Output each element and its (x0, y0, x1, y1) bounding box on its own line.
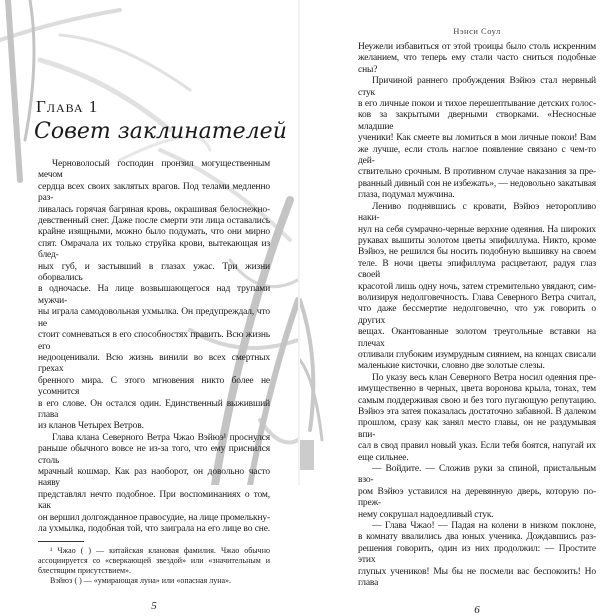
text-line: Черноволосый господин пронзил могущественным мечом (38, 159, 270, 181)
text-line: Неужели избавиться от этой троицы было столь искренним (358, 42, 596, 52)
text-line: ром Вэйюэ уставился на деревянную дверь, которую по-преж- (358, 486, 596, 509)
text-line: же лучше, если столь наглое появление связано с чем-то дей- (358, 144, 596, 167)
text-line: Лениво поднявшись с кровати, Вэйюэ неторопливо наки- (358, 201, 596, 224)
chapter-title: Совет заклинателей (34, 119, 287, 144)
text-line: Вэйюэ эта затея показалась достаточно забавной. В далеком (358, 407, 596, 417)
footnote-rule (38, 541, 84, 542)
text-line: решения говорить, один из них продолжил: — Простите этих (358, 543, 596, 566)
text-line: в его личные покои и тихое перешептывание детских голос- (358, 99, 596, 110)
text-line: стоит сомневаться в его способностях править. Всю жизнь его (38, 330, 270, 352)
running-head-author: Нэнси Соул (453, 26, 501, 36)
footnote: Вэйюэ ( ) — «умирающая луна» или «опасная луна». (50, 576, 232, 586)
text-line: — Глава Чжао! — Падая на колени в низком поклоне, (372, 521, 596, 532)
text-line: ков за закрытыми дверными створками. «Несносные младшие (358, 110, 596, 132)
text-line: Вэйюэ, не решился бы носить подобную вышивку на своем (358, 247, 596, 258)
text-line: Глава клана Северного Ветра Чжао Вэйюэ¹ проснулся (52, 432, 270, 443)
right-body-text (358, 42, 596, 590)
text-line: спят. Омрачала их только струйка крови, вытекающая из блед- (38, 238, 270, 261)
text-line: бренного мира. С этого мгновения никто более не усомнится (38, 375, 270, 398)
text-line: отливали глубоким изумрудным сиянием, на концах свисали (358, 349, 596, 360)
page-number: 6 (474, 603, 480, 616)
left-page-flow (38, 159, 270, 612)
text-line: имущественно в черных, цвета воронова крыла, тонах, тем (358, 384, 596, 395)
text-line: в одночасье. На лице возвышающегося над трупами мужчи- (38, 284, 270, 306)
text-line: ных губ, и застывший в глазах ужас. Три жизни оборвались (38, 261, 270, 284)
footnote: ¹ Чжао ( ) — китайская клановая фамилия. Чжао обычно ассоциируется со «сверкающей звездой» или «значительным и блестящим присутствием». (38, 546, 270, 576)
text-line: ствительно срочным. В противном случае наказания за пре- (358, 167, 596, 178)
text-line: нул на себя сумрачно-черные верхние одеяния. На широких (358, 224, 596, 235)
text-line: ученики! Как смеете вы ломиться в мои личные покои! Вам (358, 133, 596, 144)
text-line: глупых учеников! Мы бы не посмели вас беспокоить! Но глава (358, 566, 596, 589)
text-line: По указу весь клан Северного Ветра носил одеяния пре- (372, 372, 596, 383)
text-line: недооценивали. Всю жизнь винили во всех смертных грехах (38, 352, 270, 375)
text-line: волизируя недолговечность. Глава Северного Ветра считал, (358, 292, 596, 303)
text-line: рукавах вышиты золотом цветы эпифиллума. Никто, кроме (358, 235, 596, 246)
text-line: вещах. Окантованные золотом треугольные вставки на плечах (358, 327, 596, 349)
left-page (0, 0, 300, 613)
left-body-text (38, 159, 270, 535)
text-line: красотой лишь одну ночь, затем стремительно увядают, сим- (358, 281, 596, 292)
text-line: сал в свод правил новый указ. Если тебя боятся, напугай их (358, 441, 596, 452)
text-line: он вершил долгожданное правосудие, на лице промелькну- (38, 512, 270, 523)
text-line: из кланов Четырех Ветров. (38, 421, 144, 432)
text-line: рванный дивный сон не избежать», — недовольно закатывая (358, 178, 596, 189)
text-line: — Войдите. — Сложив руки за спиной, пристальным взо- (358, 464, 596, 486)
text-line: прошлом, сразу как занял место главы, он не раздумывая впи- (358, 418, 596, 440)
text-line: девственный снег. Даже после смерти эти лица оставались (38, 216, 270, 227)
text-line: что даже бессмертие недолговечно, что уж говорить о других (358, 304, 596, 326)
text-line: маленькие кисточки, словно две золотые слезы. (358, 361, 545, 372)
text-line: Причиной раннего пробуждения Вэйюэ стал нервный стук (358, 76, 596, 98)
bamboo-illustration-icon (300, 0, 360, 485)
text-line: желанием, что теперь ему стали часто сниться подобные сны? (358, 53, 596, 75)
text-line: раньше обычного вовсе не из-за того, что ему приснился столь (38, 444, 270, 466)
text-line: ны играла самодовольная ухмылка. Он предупреждал, что не (38, 307, 270, 329)
text-line: самым поддерживая свою и без того пугающую репутацию. (358, 395, 596, 406)
footnotes (38, 541, 270, 586)
right-page-flow (358, 26, 596, 616)
text-line: в комнату ввалились два юных ученика. Дождавшись раз- (358, 532, 596, 543)
text-line: глаза, подумал мужчина. (358, 190, 455, 201)
text-line: еще сильнее. (358, 452, 409, 463)
page-number: 5 (151, 600, 157, 613)
text-line: нему сокрушал надоедливый стук. (358, 509, 494, 520)
text-line: в его слове. Он остался один. Единственный выживший глава (38, 398, 270, 420)
text-line: сердца всех своих заклятых врагов. Под телами медленно раз- (38, 181, 270, 204)
chapter-label: Глава 1 (36, 97, 99, 116)
text-line: представлял нечто подобное. При воспоминаниях о том, как (38, 489, 270, 512)
text-line: ливалась горячая багряная кровь, окрашивая белоснежно- (38, 204, 270, 215)
text-line: мрачный кошмар. Как раз наоборот, он довольно часто наяву (38, 466, 270, 489)
text-line: крайне изящными, можно было подумать, что они мирно (38, 227, 270, 238)
text-line: теле. В ночи цветы эпифиллума расцветают, радуя глаз своей (358, 258, 596, 281)
right-page (300, 0, 600, 616)
text-line: ла ухмылка, подобная той, что заиграла на его лице во сне. (38, 524, 270, 534)
